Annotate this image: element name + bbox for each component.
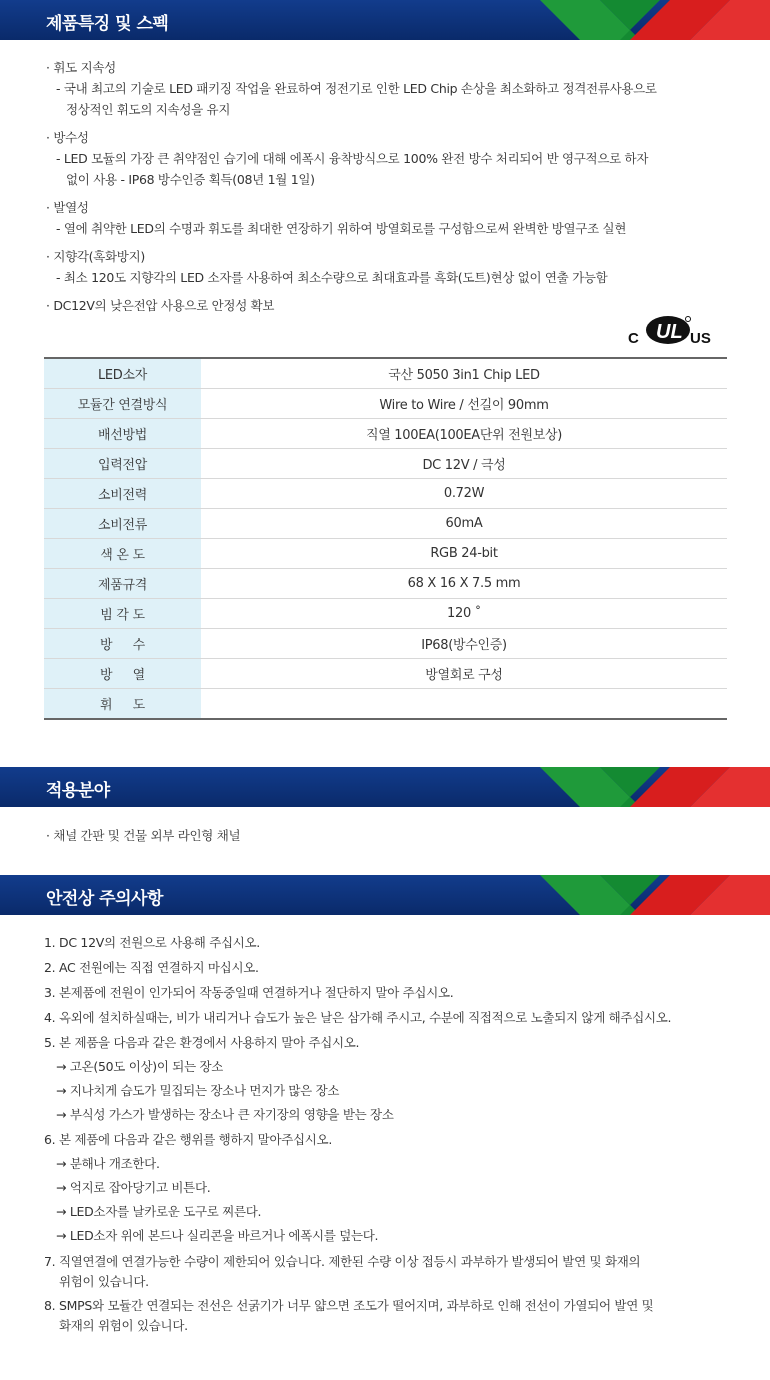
spec-value: IP68(방수인증) <box>201 629 727 659</box>
banner-stripes-icon <box>540 875 770 915</box>
safety-banner <box>0 875 770 915</box>
feature-desc: - LED 모듈의 가장 큰 취약점인 습기에 대해 에폭시 융착방식으로 100% 완전 방수 처리되어 반 영구적으로 하자 <box>56 151 649 166</box>
safety-item: 5. 본 제품을 다음과 같은 환경에서 사용하지 말아 주십시오. <box>44 1035 360 1050</box>
spec-label: 제품규격 <box>44 569 201 599</box>
safety-item-continued: 화재의 위험이 있습니다. <box>59 1318 188 1333</box>
spec-label: 입력전압 <box>44 449 201 479</box>
spec-row <box>44 479 727 509</box>
spec-label: 방 수 <box>44 629 201 659</box>
spec-label: 소비전력 <box>44 479 201 509</box>
application-title: 적용분야 <box>46 781 110 801</box>
banner-stripes-icon <box>540 767 770 807</box>
spec-row <box>44 599 727 629</box>
spec-row <box>44 689 727 720</box>
feature-item <box>46 127 736 190</box>
safety-item: 4. 옥외에 설치하실때는, 비가 내리거나 습도가 높은 날은 삼가해 주시고, 수분에 직접적으로 노출되지 않게 해주십시오. <box>44 1010 672 1025</box>
feature-item <box>46 57 736 120</box>
safety-subitem: → 억지로 잡아당기고 비튼다. <box>56 1180 211 1195</box>
application-banner <box>0 767 770 807</box>
spec-label: 휘 도 <box>44 689 201 720</box>
spec-value: 국산 5050 3in1 Chip LED <box>201 358 727 389</box>
spec-label: 배선방법 <box>44 419 201 449</box>
spec-value: 0.72W <box>201 479 727 509</box>
svg-text:UL: UL <box>656 321 683 343</box>
safety-item: 8. SMPS와 모듈간 연결되는 전선은 선굵기가 너무 얇으면 조도가 떨어지며, 과부하로 인해 전선이 가열되어 발연 및 <box>44 1298 654 1313</box>
feature-bullet: · 방수성 <box>46 130 89 145</box>
safety-item: 2. AC 전원에는 직접 연결하지 마십시오. <box>44 960 259 975</box>
banner-stripes-icon <box>540 0 770 40</box>
safety-subitem: → LED소자를 날카로운 도구로 찌른다. <box>56 1204 262 1219</box>
application-text: · 채널 간판 및 건물 외부 라인형 채널 <box>46 828 241 843</box>
feature-item <box>46 197 736 239</box>
safety-item: 6. 본 제품에 다음과 같은 행위를 행하지 말아주십시오. <box>44 1132 332 1147</box>
features-banner <box>0 0 770 40</box>
spec-value: 120 ˚ <box>201 599 727 629</box>
safety-subitem: → LED소자 위에 본드나 실리콘을 바르거나 에폭시를 덮는다. <box>56 1228 379 1243</box>
safety-title: 안전상 주의사항 <box>46 889 163 909</box>
spec-label: 빔 각 도 <box>44 599 201 629</box>
spec-row <box>44 358 727 389</box>
spec-row <box>44 539 727 569</box>
spec-row <box>44 659 727 689</box>
spec-value: DC 12V / 극성 <box>201 449 727 479</box>
spec-value: 68 X 16 X 7.5 mm <box>201 569 727 599</box>
feature-item <box>46 246 736 288</box>
feature-bullet: · 지향각(혹화방지) <box>46 249 145 264</box>
safety-subitem: → 고온(50도 이상)이 되는 장소 <box>56 1059 224 1074</box>
svg-text:C: C <box>628 330 639 346</box>
cul-us-certification-logo <box>628 316 714 350</box>
spec-row <box>44 569 727 599</box>
spec-label: 모듈간 연결방식 <box>44 389 201 419</box>
spec-label: LED소자 <box>44 358 201 389</box>
spec-row <box>44 389 727 419</box>
feature-item <box>46 295 736 316</box>
feature-bullet: · DC12V의 낮은전압 사용으로 안정성 확보 <box>46 298 275 313</box>
feature-bullet: · 휘도 지속성 <box>46 60 116 75</box>
safety-subitem: → 부식성 가스가 발생하는 장소나 큰 자기장의 영향을 받는 장소 <box>56 1107 394 1122</box>
spec-row <box>44 509 727 539</box>
spec-value: RGB 24-bit <box>201 539 727 569</box>
spec-value: 방열회로 구성 <box>201 659 727 689</box>
feature-bullet: · 발열성 <box>46 200 89 215</box>
spec-value: 직열 100EA(100EA단위 전원보상) <box>201 419 727 449</box>
features-title: 제품특징 및 스펙 <box>46 14 169 34</box>
safety-list <box>44 930 744 1340</box>
spec-label: 색 온 도 <box>44 539 201 569</box>
spec-label: 방 열 <box>44 659 201 689</box>
feature-desc: 정상적인 휘도의 지속성을 유지 <box>66 102 231 117</box>
feature-desc: - 열에 취약한 LED의 수명과 휘도를 최대한 연장하기 위하여 방열회로를 구성함으로써 완벽한 방열구조 실현 <box>56 221 627 236</box>
safety-item: 1. DC 12V의 전원으로 사용해 주십시오. <box>44 935 260 950</box>
svg-text:US: US <box>690 330 711 346</box>
safety-subitem: → 지나치게 습도가 밀집되는 장소나 먼지가 많은 장소 <box>56 1083 340 1098</box>
features-list <box>46 57 736 323</box>
safety-subitem: → 분해나 개조한다. <box>56 1156 160 1171</box>
spec-value <box>201 689 727 720</box>
spec-value: Wire to Wire / 선길이 90mm <box>201 389 727 419</box>
safety-item: 7. 직열연결에 연결가능한 수량이 제한되어 있습니다. 제한된 수량 이상 접등시 과부하가 발생되어 발연 및 화재의 <box>44 1254 641 1269</box>
spec-row <box>44 419 727 449</box>
spec-row <box>44 629 727 659</box>
feature-desc: - 최소 120도 지향각의 LED 소자를 사용하여 최소수량으로 최대효과를 흑화(도트)현상 없이 연출 가능함 <box>56 270 608 285</box>
spec-label: 소비전류 <box>44 509 201 539</box>
spec-value: 60mA <box>201 509 727 539</box>
spec-table <box>44 357 727 720</box>
safety-item: 3. 본제품에 전원이 인가되어 작동중일때 연결하거나 절단하지 말아 주십시오. <box>44 985 454 1000</box>
feature-desc: - 국내 최고의 기술로 LED 패키징 작업을 완료하여 정전기로 인한 LED Chip 손상을 최소화하고 정격전류사용으로 <box>56 81 657 96</box>
safety-item-continued: 위험이 있습니다. <box>59 1274 149 1289</box>
spec-row <box>44 449 727 479</box>
feature-desc: 없이 사용 - IP68 방수인증 획득(08년 1월 1일) <box>66 172 315 187</box>
